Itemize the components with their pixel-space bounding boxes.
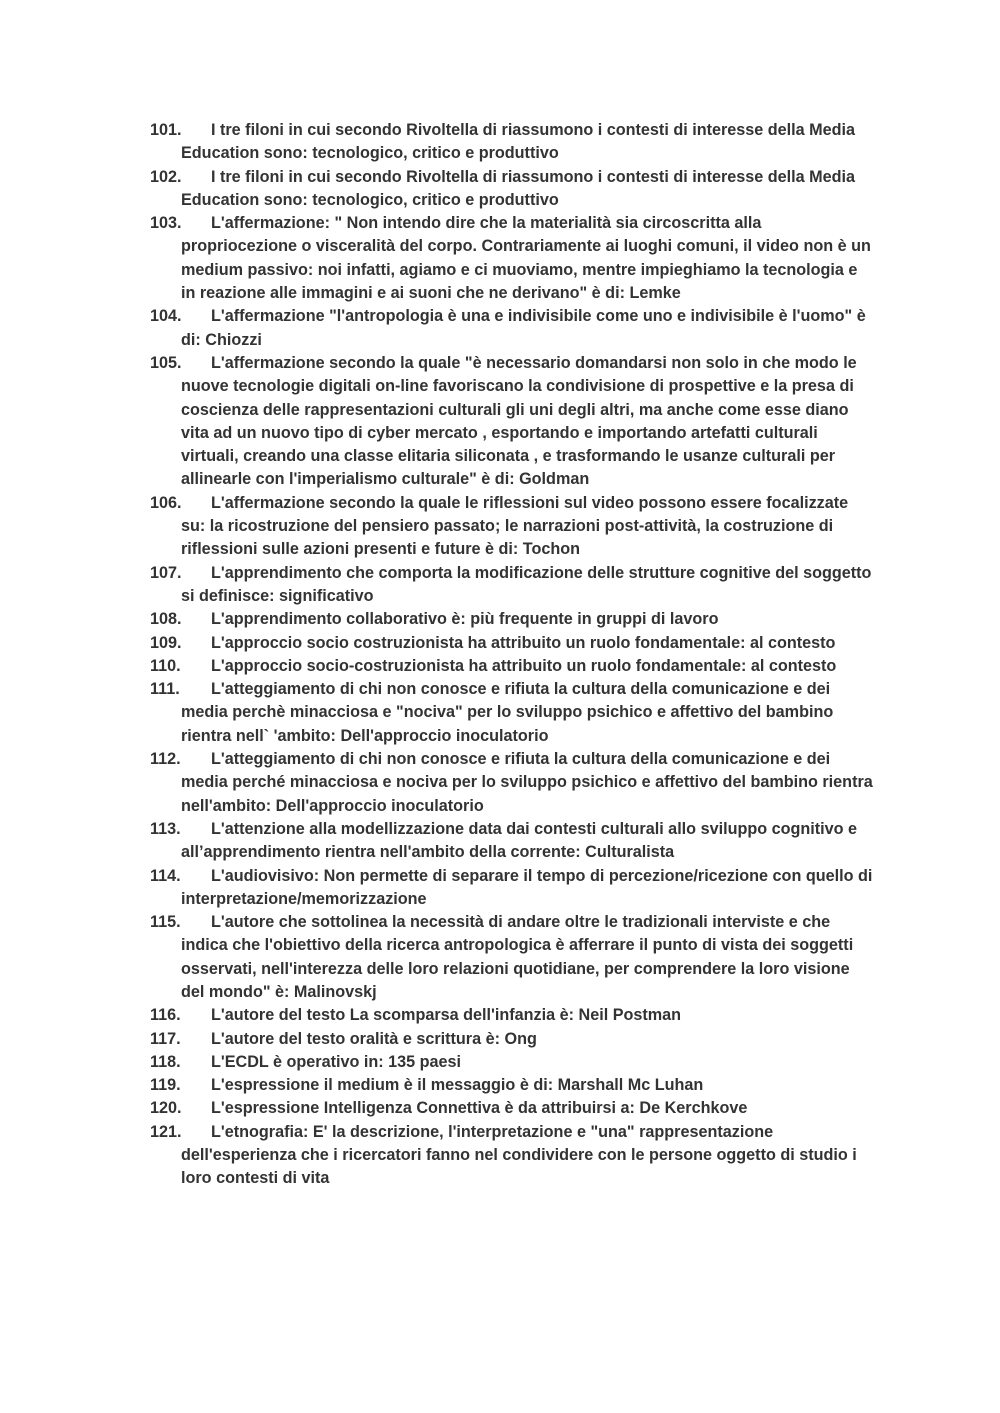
item-number: 117. <box>150 1029 181 1048</box>
item-number: 115. <box>150 913 181 932</box>
item-number: 106. <box>150 493 182 512</box>
item-number: 108. <box>150 610 182 629</box>
item-number: 101. <box>150 121 182 139</box>
list-item <box>150 678 875 748</box>
item-text: L'affermazione: " Non intendo dire che la materialità sia circoscritta alla propriocezione o visceralità del corpo. Contrariamente ai luoghi comuni, il video non è un medium passivo: noi infatti, agiamo e ci muoviamo, mentre impieghiamo la tecnologia e in reazione alle immagini e ai suoni che ne derivano" è di: Lemke <box>181 214 871 303</box>
item-number: 121. <box>150 1122 182 1141</box>
item-number: 113. <box>150 819 181 838</box>
item-number: 111. <box>150 680 180 699</box>
list-item <box>150 1074 875 1097</box>
item-number: 120. <box>150 1099 182 1118</box>
list-item <box>150 212 875 305</box>
list-item <box>150 865 875 912</box>
item-number: 104. <box>150 307 182 326</box>
list-item <box>150 911 875 1004</box>
item-number: 110. <box>150 656 181 675</box>
item-text: L'approccio socio-costruzionista ha attribuito un ruolo fondamentale: al contesto <box>211 656 837 675</box>
item-text: L'apprendimento che comporta la modificazione delle strutture cognitive del soggetto si definisce: significativo <box>181 563 872 605</box>
item-text: L'autore del testo oralità e scrittura è: Ong <box>211 1029 537 1048</box>
list-item <box>150 1028 875 1051</box>
list-item <box>150 562 875 609</box>
item-text: L'espressione il medium è il messaggio è di: Marshall Mc Luhan <box>211 1076 704 1095</box>
list-item <box>150 1097 875 1120</box>
item-number: 114. <box>150 866 181 885</box>
list-item <box>150 1051 875 1074</box>
item-text: L'affermazione secondo la quale "è necessario domandarsi non solo in che modo le nuove tecnologie digitali on-line favoriscano la condivisione di prospettive e la presa di coscienza delle rappresentazioni culturali gli uni degli altri, ma anche come esse diano vita ad un nuovo tipo di cyber mercato , esportando e importando artefatti culturali virtuali, creando una classe elitaria siliconata , e trasformando le usanze culturali per allinearle con l'imperialismo culturale" è di: Goldman <box>181 353 857 489</box>
item-number: 103. <box>150 214 182 233</box>
list-item <box>150 352 875 492</box>
item-text: L'etnografia: E' la descrizione, l'interpretazione e "una" rappresentazione dell'esperienza che i ricercatori fanno nel condividere con le persone oggetto di studio i loro contesti di vita <box>181 1122 857 1188</box>
item-number: 119. <box>150 1076 181 1095</box>
list-item <box>150 632 875 655</box>
item-text: I tre filoni in cui secondo Rivoltella di riassumono i contesti di interesse della Media Education sono: tecnologico, critico e produttivo <box>181 121 856 163</box>
list-item <box>150 818 875 865</box>
item-text: L'audiovisivo: Non permette di separare il tempo di percezione/ricezione con quello di interpretazione/memorizzazione <box>181 866 873 908</box>
item-text: L'autore che sottolinea la necessità di andare oltre le tradizionali interviste e che indica che l'obiettivo della ricerca antropologica è afferrare il punto di vista dei soggetti osservati, nell'interezza delle loro relazioni quotidiane, per comprendere la loro visione del mondo" è: Malinovskj <box>181 913 854 1001</box>
list-item <box>150 608 875 631</box>
item-text: L'affermazione "l'antropologia è una e indivisibile come uno e indivisibile è l'uomo" è di: Chiozzi <box>181 307 866 349</box>
item-text: L'atteggiamento di chi non conosce e rifiuta la cultura della comunicazione e dei media perchè minacciosa e "nociva" per lo sviluppo psichico e affettivo del bambino rientra nell` 'ambito: Dell'approccio inoculatorio <box>181 680 834 745</box>
item-number: 107. <box>150 563 182 582</box>
item-text: L'espressione Intelligenza Connettiva è da attribuirsi a: De Kerchkove <box>211 1099 748 1118</box>
item-number: 112. <box>150 750 181 769</box>
item-number: 105. <box>150 353 182 372</box>
item-number: 118. <box>150 1052 181 1071</box>
item-text: L'affermazione secondo la quale le riflessioni sul video possono essere focalizzate su: la ricostruzione del pensiero passato; le narrazioni post-attività, la costruzione di riflessioni sulle azioni presenti e future è di: Tochon <box>181 493 849 559</box>
list-item <box>150 492 875 562</box>
item-text: L'apprendimento collaborativo è: più frequente in gruppi di lavoro <box>211 610 719 629</box>
item-number: 102. <box>150 167 182 186</box>
list-item <box>150 655 875 678</box>
item-text: L'attenzione alla modellizzazione data dai contesti culturali allo sviluppo cognitivo e all’apprendimento rientra nell'ambito della corrente: Culturalista <box>181 819 858 862</box>
list-item <box>150 1004 875 1027</box>
list-item <box>150 166 875 213</box>
item-text: L'ECDL è operativo in: 135 paesi <box>211 1052 462 1071</box>
item-text: L'approccio socio costruzionista ha attribuito un ruolo fondamentale: al contesto <box>211 633 836 652</box>
item-text: L'atteggiamento di chi non conosce e rifiuta la cultura della comunicazione e dei media perché minacciosa e nociva per lo sviluppo psichico e affettivo del bambino rientra nell'ambito: Dell'approccio inoculatorio <box>181 750 873 815</box>
item-text: L'autore del testo La scomparsa dell'infanzia è: Neil Postman <box>211 1006 682 1025</box>
list-item <box>150 748 875 818</box>
item-number: 116. <box>150 1006 181 1025</box>
item-text: I tre filoni in cui secondo Rivoltella di riassumono i contesti di interesse della Media Education sono: tecnologico, critico e produttivo <box>181 167 856 209</box>
list-item <box>150 119 875 166</box>
question-answer-list <box>150 119 875 1191</box>
list-item <box>150 305 875 352</box>
item-number: 109. <box>150 633 182 652</box>
list-item <box>150 1121 875 1191</box>
